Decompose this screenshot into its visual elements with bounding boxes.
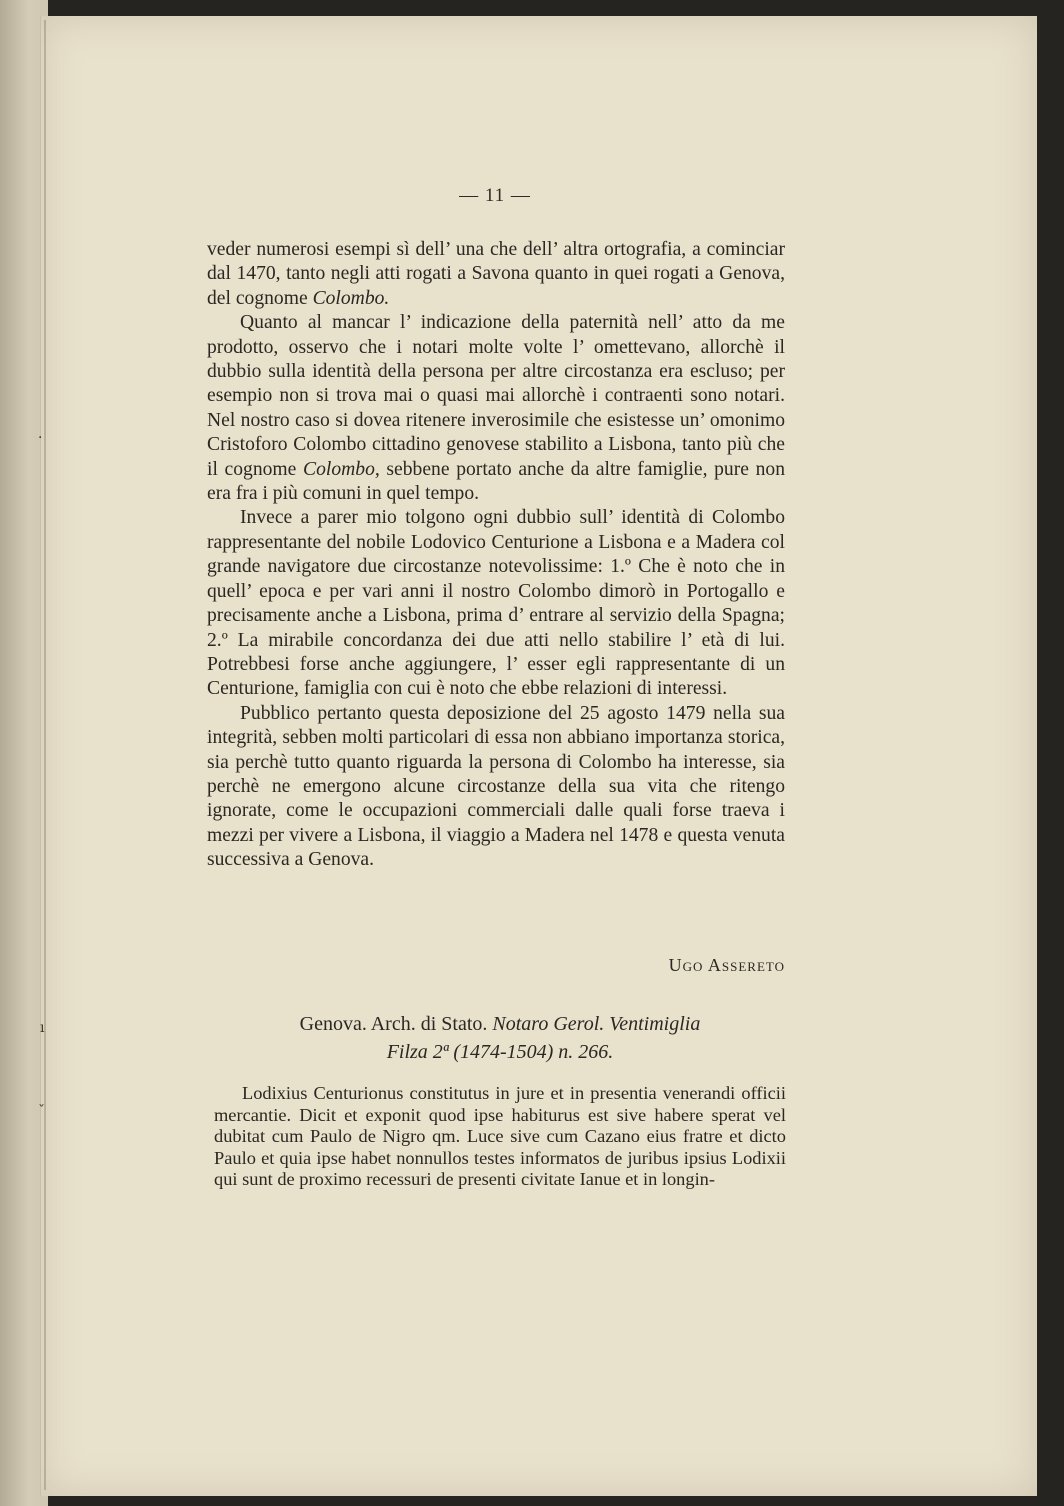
italic-surname: Colombo, [303,458,380,480]
margin-speck: ˇ [38,1103,45,1119]
paragraph-4: Pubblico pertanto questa deposizione del 25 agosto 1479 nella sua integrità, sebben molti particolari di essa non abbiano importanza storica, sia perchè tutto quanto riguarda la persona di Colombo ha interesse, sia perchè ne emergono alcune circostanze della sua vita che ritengo ignorate, come le occupazioni commerciali dalle quali forse traeva i mezzi per vivere a Lisbona, il viaggio a Madera nel 1478 e questa venuta successiva a Genova. [207,702,785,871]
paragraph-1: veder numerosi esempi sì dell’ una che dell’ altra ortografia, a cominciar dal 1470, tanto negli atti rogati a Savona quanto in quei rogati a Genova, del cognome Colombo. [207,239,785,309]
file-reference: Filza 2ª (1474-1504) n. 266. [386,1041,614,1063]
paragraph-2: Quanto al mancar l’ indicazione della paternità nell’ atto da me prodotto, osservo che i notari molte volte l’ omettevano, allorchè il dubbio sulla identità della persona per altre circostanza era escluso; per esempio non si trova mai o quasi mai allorchè i contraenti sono notari. Nel nostro caso si dovea ritenere inverosimile che esistesse un’ omonimo Cristoforo Colombo cittadino genovese stabilito a Lisbona, tanto più che il cognome Colombo, sebbene portato anche da altre famiglie, pure non era fra i più comuni in quel tempo. [207,312,785,505]
body-text [207,238,785,873]
margin-speck: ı [40,1020,45,1036]
archive-source-line-1 [230,1013,770,1036]
archive-location: Genova. Arch. di Stato. [299,1013,493,1035]
latin-document-text [214,1083,786,1191]
author-signature: Ugo Assereto [668,955,785,975]
notary-name: Notaro Gerol. Ventimiglia [492,1013,701,1035]
archive-source-line-2 [230,1041,770,1064]
page-number: — 11 — [459,185,531,206]
paragraph-3: Invece a parer mio tolgono ogni dubbio sull’ identità di Colombo rappresentante del nobile Lodovico Centurione a Lisbona e a Madera col grande navigatore due circostanze notevolissime: 1.º Che è noto che in quell’ epoca e per vari anni il nostro Colombo dimorò in Portogallo e precisamente anche a Lisbona, prima d’ entrare al servizio della Spagna; 2.º La mirabile concordanza dei due atti nello stabilire l’ età di lui. Potrebbesi forse anche aggiungere, l’ esser egli rappresentante di un Centurione, famiglia con cui è noto che ebbe relazioni di interessi. [207,507,785,700]
margin-speck: · [38,430,43,446]
latin-paragraph: Lodixius Centurionus constitutus in jure et in presentia venerandi officii mercantie. Dicit et exponit quod ipse habiturus est sive habere sperat vel dubitat cum Paulo de Nigro qm. Luce sive cum Cazano eius fratre et dicto Paulo et quia ipse habet nonnullos testes informatos de juribus ipsius Lodixii qui sunt de proximo recessuri de presenti civitate Ianue et in longin- [214,1083,786,1189]
italic-surname: Colombo. [312,287,390,309]
gutter-line [44,20,46,1490]
